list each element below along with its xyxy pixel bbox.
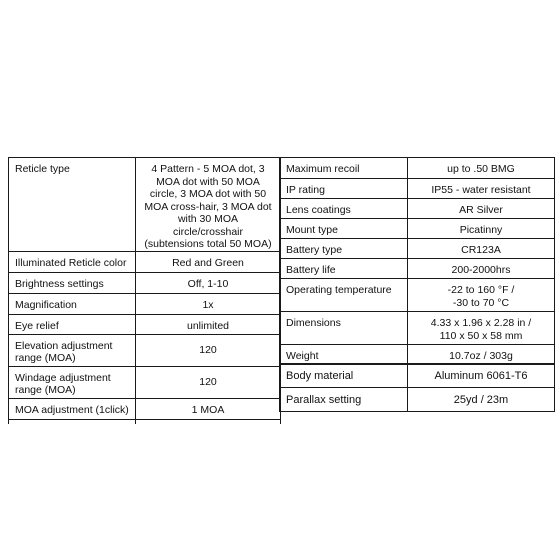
table-row	[280, 259, 555, 279]
spec-label: Parallax setting	[280, 388, 408, 412]
spec-value	[408, 279, 555, 312]
spec-value: 1 MOA	[136, 398, 281, 419]
spec-value: 120	[136, 334, 281, 366]
table-row	[280, 312, 555, 345]
spec-label: Reticle type	[9, 158, 136, 252]
spec-value: CR123A	[408, 239, 555, 259]
table-row	[280, 199, 555, 219]
spec-table-left	[8, 157, 281, 424]
table-row	[9, 366, 281, 398]
spec-label: Maximum recoil	[280, 158, 408, 179]
spec-label: Operating temperature	[280, 279, 408, 312]
table-row-cut	[9, 419, 281, 424]
spec-value: Picatinny	[408, 219, 555, 239]
spec-value: 120	[136, 366, 281, 398]
spec-label: Mount type	[280, 219, 408, 239]
spec-label: MOA adjustment (1click)	[9, 398, 136, 419]
spec-label: IP rating	[280, 179, 408, 199]
empty-cell	[136, 419, 281, 424]
spec-label: Battery life	[280, 259, 408, 279]
table-row	[9, 334, 281, 366]
spec-value: unlimited	[136, 314, 281, 334]
table-row	[280, 219, 555, 239]
spec-label: Magnification	[9, 293, 136, 314]
spec-label: Windage adjustment range (MOA)	[9, 366, 136, 398]
table-row	[280, 364, 555, 388]
table-row	[280, 179, 555, 199]
spec-label: Brightness settings	[9, 272, 136, 293]
spec-label: Elevation adjustment range (MOA)	[9, 334, 136, 366]
spec-value: up to .50 BMG	[408, 158, 555, 179]
spec-value	[408, 312, 555, 345]
spec-value: IP55 - water resistant	[408, 179, 555, 199]
spec-table-right	[279, 157, 555, 365]
table-row	[280, 158, 555, 179]
spec-label: Body material	[280, 364, 408, 388]
spec-table-right-lower	[279, 363, 555, 412]
spec-value: 200-2000hrs	[408, 259, 555, 279]
spec-value: Aluminum 6061-T6	[408, 364, 555, 388]
spec-label: Battery type	[280, 239, 408, 259]
spec-value: 10.7oz / 303g	[408, 345, 555, 365]
table-row	[9, 398, 281, 419]
table-row	[280, 345, 555, 365]
spec-value: Off, 1-10	[136, 272, 281, 293]
spec-value: AR Silver	[408, 199, 555, 219]
spec-value: 4 Pattern - 5 MOA dot, 3 MOA dot with 50 MOA circle, 3 MOA dot with 50 MOA cross-hair, 3 MOA dot with 30 MOA circle/crosshair (subtensions total 50 MOA)	[136, 158, 281, 252]
table-row	[280, 239, 555, 259]
spec-label: Illuminated Reticle color	[9, 251, 136, 272]
spec-value: 25yd / 23m	[408, 388, 555, 412]
spec-value-line: -22 to 160 °F /	[447, 284, 515, 296]
empty-cell	[9, 419, 136, 424]
spec-label: Weight	[280, 345, 408, 365]
spec-value: Red and Green	[136, 251, 281, 272]
spec-value: 1x	[136, 293, 281, 314]
table-row	[280, 388, 555, 412]
spec-value-line: -30 to 70 °C	[452, 296, 510, 309]
table-row	[9, 251, 281, 272]
table-row	[9, 293, 281, 314]
spec-label: Dimensions	[280, 312, 408, 345]
table-row	[9, 158, 281, 252]
spec-label: Eye relief	[9, 314, 136, 334]
spec-value-line: 110 x 50 x 58 mm	[439, 329, 523, 342]
table-row	[9, 314, 281, 334]
spec-label: Lens coatings	[280, 199, 408, 219]
table-row	[9, 272, 281, 293]
spec-value-line: 4.33 x 1.96 x 2.28 in /	[430, 317, 532, 329]
table-row	[280, 279, 555, 312]
